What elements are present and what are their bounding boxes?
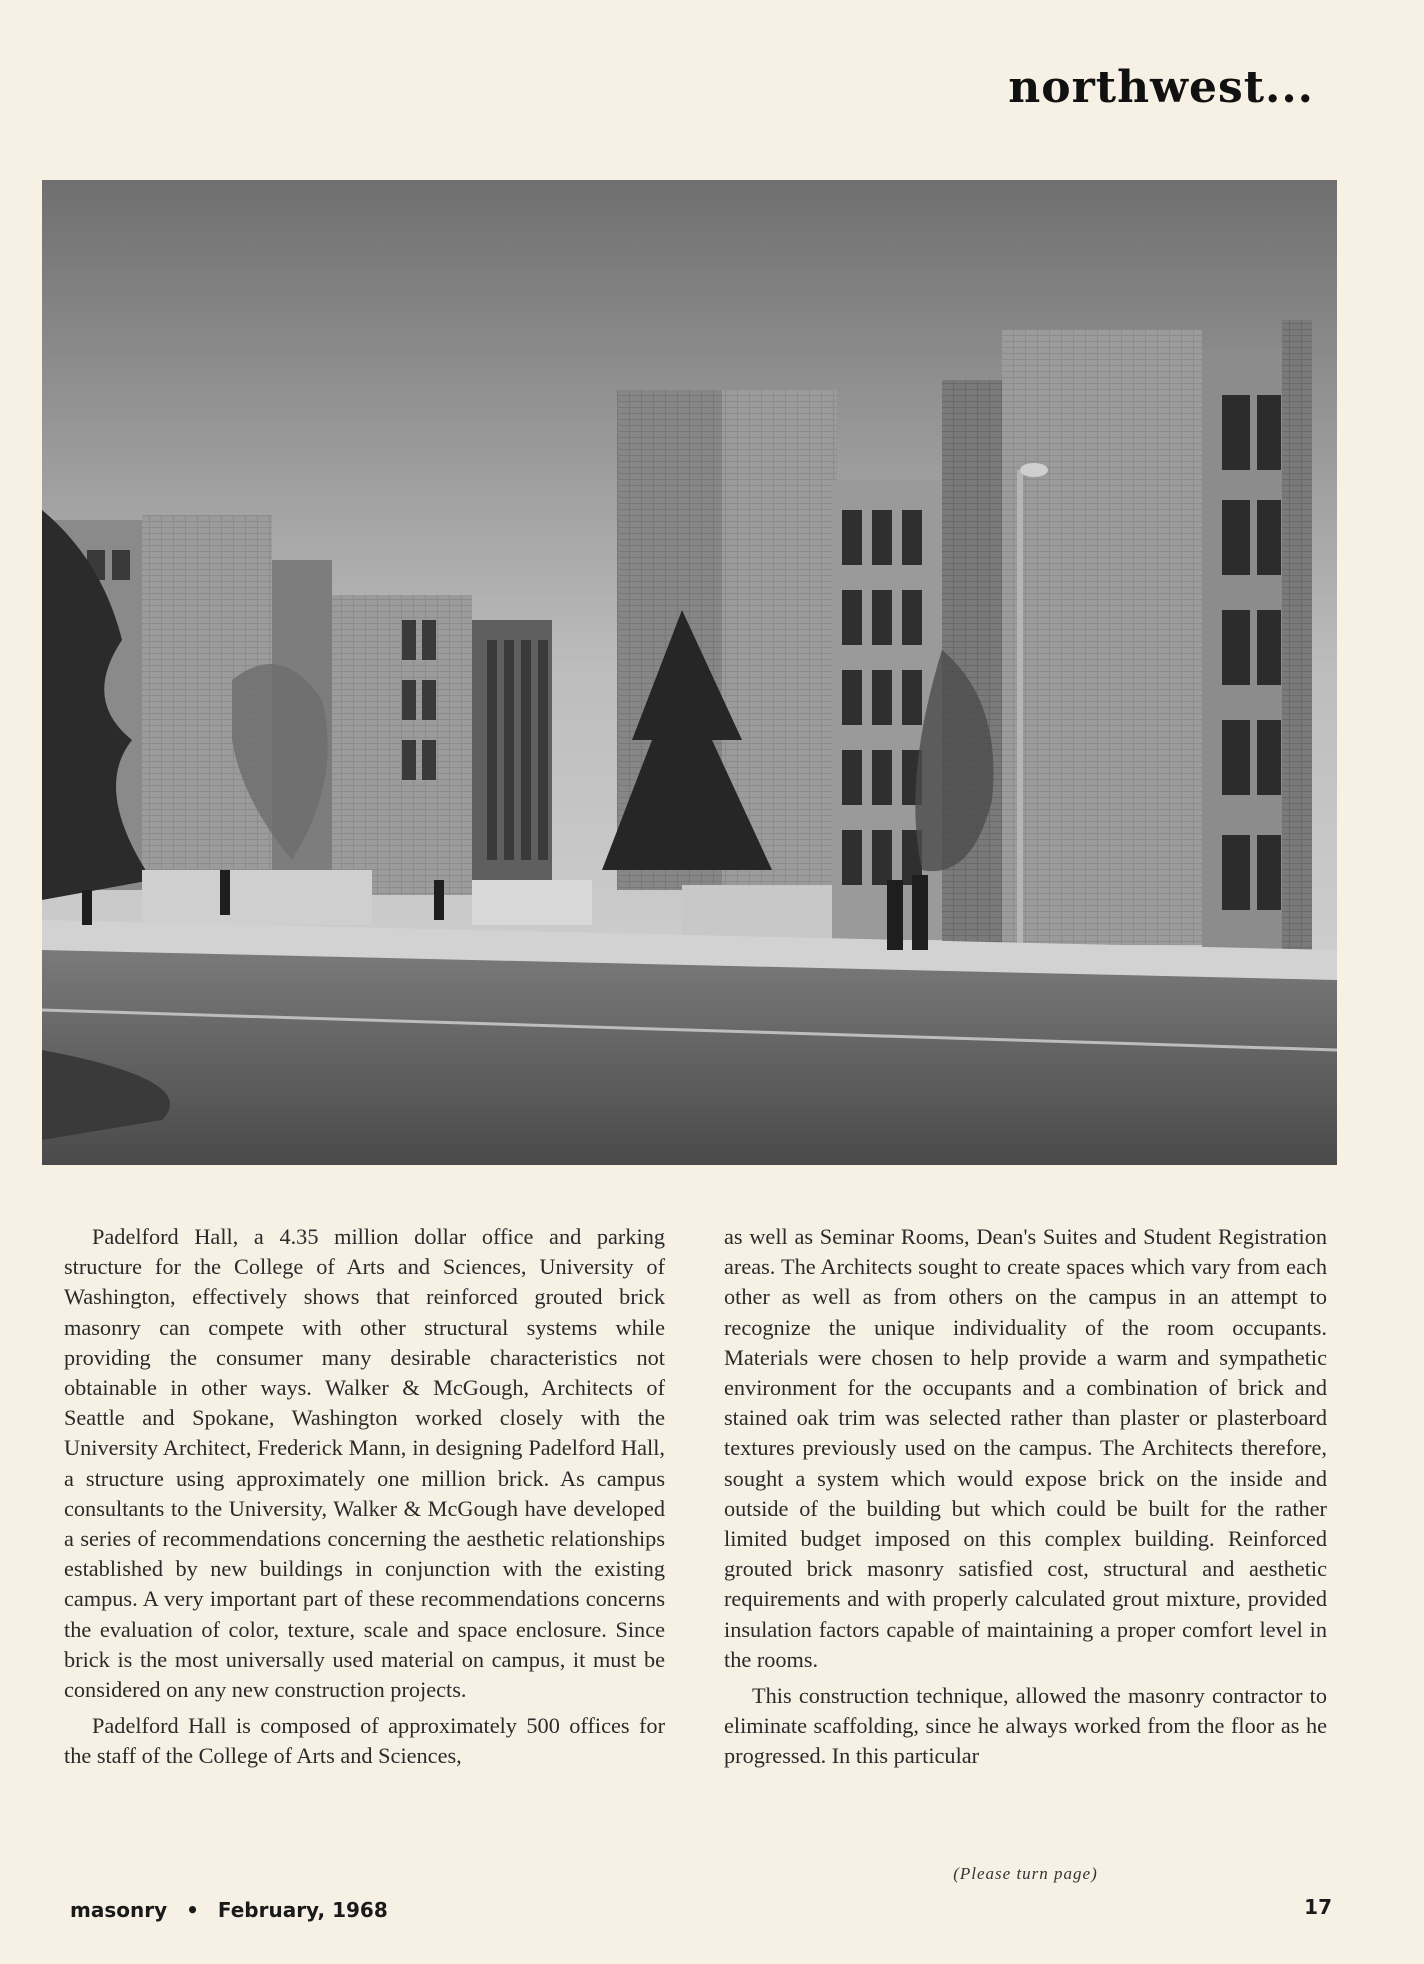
building-photo bbox=[42, 180, 1337, 1165]
article-left-column bbox=[64, 1222, 665, 1772]
separator-bullet: • bbox=[186, 1898, 199, 1922]
article-paragraph: Padelford Hall is composed of approximately 500 offices for the staff of the College of Arts and Sciences, bbox=[64, 1713, 665, 1769]
footer bbox=[70, 1898, 388, 1922]
page-number: 17 bbox=[1304, 1895, 1332, 1919]
building-photo-graphic bbox=[42, 180, 1337, 1165]
article-right-column bbox=[724, 1222, 1327, 1772]
publication-name: masonry bbox=[70, 1898, 168, 1922]
section-title: northwest... bbox=[1008, 62, 1314, 113]
article-paragraph: Padelford Hall, a 4.35 million dollar office and parking structure for the College of Arts and Sciences, University of Washington, effectively shows that reinforced grouted brick masonry can compete with other structural systems while providing the consumer many desirable characteristics not obtainable in other ways. Walker & McGough, Architects of Seattle and Spokane, Washington worked closely with the University Architect, Frederick Mann, in designing Padelford Hall, a structure using approximately one million brick. As campus consultants to the University, Walker & McGough have developed a series of recommendations concerning the aesthetic relationships established by new buildings in conjunction with the existing campus. A very important part of these recommendations concerns the evaluation of color, texture, scale and space enclosure. Since brick is the most universally used material on campus, it must be considered on any new construction projects. bbox=[64, 1224, 665, 1703]
issue-date: February, 1968 bbox=[217, 1898, 388, 1922]
article-paragraph: This construction technique, allowed the masonry contractor to eliminate scaffolding, since he always worked from the floor as he progressed. In this particular bbox=[724, 1683, 1327, 1769]
continuation-note: (Please turn page) bbox=[953, 1864, 1098, 1883]
article-paragraph: as well as Seminar Rooms, Dean's Suites and Student Registration areas. The Architects sought to create spaces which vary from each other as well as from others on the campus in an attempt to recognize the unique individuality of the room occupants. Materials were chosen to help provide a warm and sympathetic environment for the occupants and a combination of brick and stained oak trim was selected rather than plaster or plasterboard textures previously used on the campus. The Architects therefore, sought a system which would expose brick on the inside and outside of the building but which could be built for the rather limited budget imposed on this complex building. Reinforced grouted brick masonry satisfied cost, structural and aesthetic requirements and with properly calculated grout mixture, provided insulation factors capable of maintaining a proper comfort level in the rooms. bbox=[724, 1224, 1327, 1672]
